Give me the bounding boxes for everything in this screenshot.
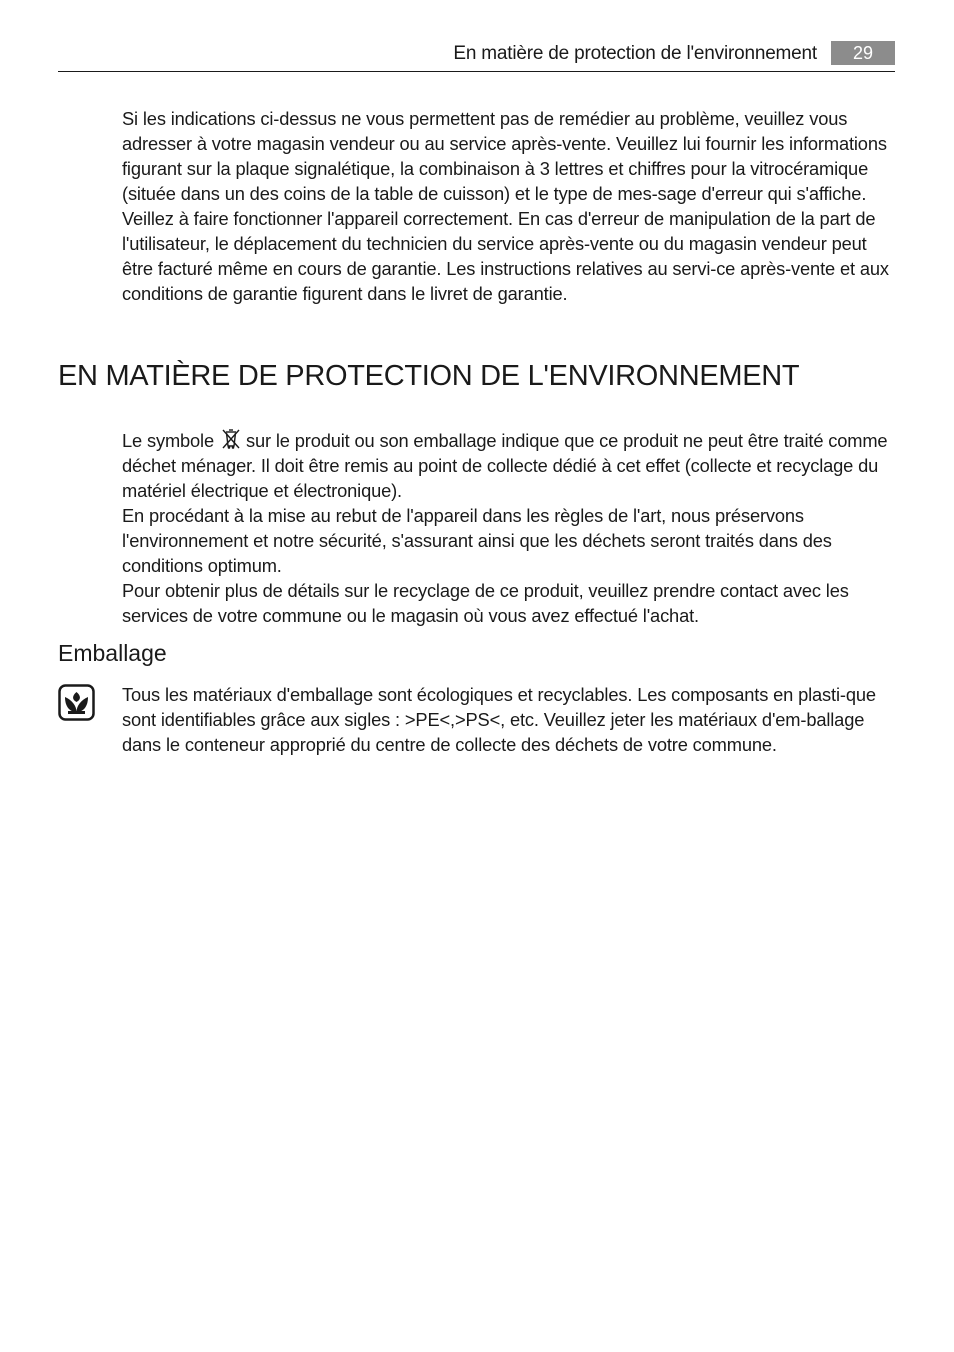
packaging-text-block [122,682,895,757]
symbol-intro-text: Le symbole [122,430,214,451]
subsection-heading-packaging: Emballage [58,640,167,666]
section-heading-environment: EN MATIÈRE DE PROTECTION DE L'ENVIRONNEMENT [58,360,800,392]
crossed-out-wheelie-bin-icon [220,428,242,450]
environment-paragraph: Pour obtenir plus de détails sur le recyclage de ce produit, veuillez prendre contact avec les services de votre commune ou le magasin où vous avez effectué l'achat. [122,580,849,626]
environment-paragraph: En procédant à la mise au rebut de l'appareil dans les règles de l'art, nous préservons l'environnement et notre sécurité, s'assurant ainsi que les déchets seront traités dans des conditions optimum. [122,505,832,576]
page-number: 29 [831,41,895,65]
intro-paragraph: Veillez à faire fonctionner l'appareil correctement. En cas d'erreur de manipulation de la part de l'utilisateur, le déplacement du technicien du service après-vente ou du magasin vendeur peut être facturé même en cours de garantie. Les instructions relatives au servi-ce après-vente et aux conditions de garantie figurent dans le livret de garantie. [122,208,889,304]
running-header-title: En matière de protection de l'environnement [453,43,817,64]
environment-text-block [122,428,895,628]
environment-info-icon [58,684,95,721]
packaging-paragraph: Tous les matériaux d'emballage sont écologiques et recyclables. Les composants en plasti-que sont identifiables grâce aux sigles : >PE<,>PS<, etc. Veuillez jeter les matériaux d'em-ballage dans le conteneur approprié du centre de collecte des déchets de votre commune. [122,684,876,755]
intro-paragraph: Si les indications ci-dessus ne vous permettent pas de remédier au problème, veuillez vous adresser à votre magasin vendeur ou au service après-vente. Veuillez lui fournir les informations figurant sur la plaque signalétique, la combinaison à 3 lettres et chiffres pour la vitrocéramique (située dans un des coins de la table de cuisson) et le type de mes-sage d'erreur qui s'affiche. [122,108,887,204]
page-header [58,40,895,72]
symbol-paragraph [122,428,895,503]
symbol-rest-text: sur le produit ou son emballage indique que ce produit ne peut être traité comme déchet ménager. Il doit être remis au point de collecte dédié à cet effet (collecte et recyclage du matériel électrique et électronique). [122,430,888,501]
intro-text-block [122,106,895,306]
